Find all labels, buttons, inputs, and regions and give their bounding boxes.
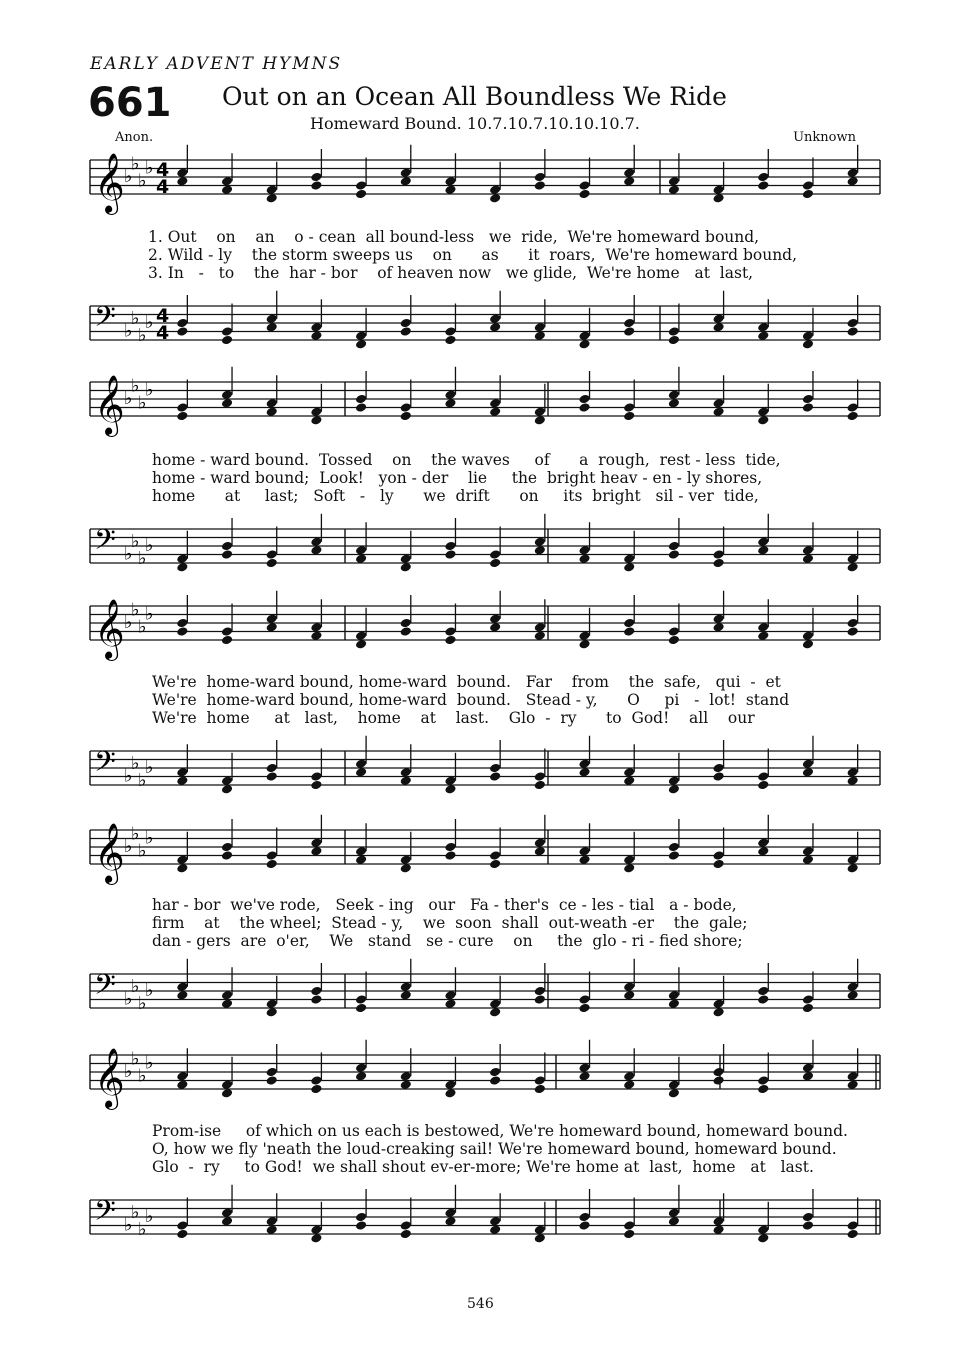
note <box>444 1185 456 1227</box>
flat-icon: ♭ <box>131 752 140 774</box>
flat-icon: ♭ <box>138 769 147 791</box>
note <box>444 604 456 646</box>
flat-icon: ♭ <box>131 307 140 329</box>
flat-icon: ♭ <box>131 823 140 845</box>
note <box>221 819 233 861</box>
flat-icon: ♭ <box>131 153 140 175</box>
music-system-bass <box>0 944 960 1024</box>
lyric-line: 2. Wild - ly the storm sweeps us on as it roars, We're homeward bound, <box>148 246 798 264</box>
music-system-bass <box>0 1170 960 1250</box>
flat-icon: ♭ <box>145 312 154 333</box>
bass-clef-icon: 𝄢 <box>94 1194 116 1235</box>
bass-clef-icon: 𝄢 <box>94 300 116 341</box>
note <box>712 740 724 782</box>
note <box>578 1040 590 1082</box>
note <box>355 1040 367 1082</box>
flat-icon: ♭ <box>124 765 133 787</box>
flat-icon: ♭ <box>138 170 147 192</box>
flat-icon: ♭ <box>131 530 140 552</box>
note <box>623 1198 635 1240</box>
section-title: EARLY ADVENT HYMNS <box>90 54 343 74</box>
note <box>400 145 412 187</box>
note <box>668 518 680 560</box>
flat-icon: ♭ <box>145 980 154 1001</box>
note <box>221 518 233 560</box>
note <box>534 815 546 857</box>
note <box>802 371 814 413</box>
flat-icon: ♭ <box>145 157 154 179</box>
note <box>668 819 680 861</box>
note <box>310 149 322 191</box>
note <box>310 749 322 791</box>
note <box>266 1044 278 1086</box>
note <box>757 149 769 191</box>
note <box>489 591 501 633</box>
lyric-line: home - ward bound. Tossed on the waves of a rough, rest - less tide, <box>152 451 781 469</box>
note <box>355 158 367 200</box>
note <box>176 959 188 1001</box>
bass-clef-icon: 𝄢 <box>94 968 116 1009</box>
note <box>489 740 501 782</box>
note <box>221 367 233 409</box>
note <box>176 295 188 337</box>
bass-clef-icon: 𝄢 <box>94 745 116 786</box>
bass-clef-icon: 𝄢 <box>94 523 116 564</box>
flat-icon: ♭ <box>145 1206 154 1227</box>
note <box>757 514 769 556</box>
flat-icon: ♭ <box>124 320 133 342</box>
treble-clef-icon: 𝄞 <box>94 153 125 213</box>
note <box>668 304 680 346</box>
note <box>846 380 858 422</box>
flat-icon: ♭ <box>145 1052 154 1074</box>
note <box>266 740 278 782</box>
note <box>489 828 501 870</box>
note <box>489 1044 501 1086</box>
flat-icon: ♭ <box>138 392 147 414</box>
time-signature: 4 <box>156 322 170 344</box>
note <box>757 963 769 1005</box>
note <box>266 291 278 333</box>
lyric-line: 3. In - to the har - bor of heaven now we glide, We're home at last, <box>148 264 754 282</box>
author: Anon. <box>115 130 154 145</box>
flat-icon: ♭ <box>138 324 147 346</box>
note <box>534 749 546 791</box>
flat-icon: ♭ <box>124 988 133 1010</box>
lyric-line: 1. Out on an o - cean all bound-less we ride, We're homeward bound, <box>148 228 760 246</box>
note <box>846 595 858 637</box>
note <box>578 1189 590 1231</box>
note <box>846 295 858 337</box>
lyric-line: O, how we fly 'neath the loud-creaking sail! We're homeward bound, homeward bound. <box>152 1140 837 1158</box>
lyric-line: dan - gers are o'er, We stand se - cure on the glo - ri - fied shore; <box>152 932 743 950</box>
note <box>668 367 680 409</box>
lyric-line: Glo - ry to God! we shall shout ev-er-more; We're home at last, home at last. <box>152 1158 814 1176</box>
flat-icon: ♭ <box>138 992 147 1014</box>
note <box>534 1053 546 1095</box>
note <box>444 518 456 560</box>
note <box>444 819 456 861</box>
note <box>400 380 412 422</box>
note <box>846 959 858 1001</box>
flat-icon: ♭ <box>124 612 133 633</box>
note <box>221 1185 233 1227</box>
flat-icon: ♭ <box>131 375 140 397</box>
lyric-line: firm at the wheel; Stead - y, we soon shall out-weath -er the gale; <box>152 914 748 932</box>
flat-icon: ♭ <box>145 535 154 556</box>
lyric-line: har - bor we've rode, Seek - ing our Fa - ther's ce - les - tial a - bode, <box>152 896 737 914</box>
note <box>623 959 635 1001</box>
time-signature: 4 <box>156 176 170 198</box>
flat-icon: ♭ <box>131 599 140 621</box>
music-system-bass <box>0 499 960 579</box>
note <box>712 527 724 569</box>
tune-name: Homeward Bound. 10.7.10.7.10.10.10.7. <box>310 114 640 133</box>
note <box>489 291 501 333</box>
note <box>266 828 278 870</box>
note <box>444 304 456 346</box>
note <box>757 749 769 791</box>
note <box>712 591 724 633</box>
flat-icon: ♭ <box>124 388 133 409</box>
note <box>534 149 546 191</box>
music-system-bass <box>0 721 960 801</box>
note <box>266 591 278 633</box>
flat-icon: ♭ <box>124 543 133 565</box>
flat-icon: ♭ <box>138 1218 147 1240</box>
note <box>355 371 367 413</box>
note <box>846 1198 858 1240</box>
flat-icon: ♭ <box>124 166 133 187</box>
note <box>712 291 724 333</box>
note <box>578 972 590 1014</box>
note <box>176 595 188 637</box>
treble-clef-icon: 𝄞 <box>94 1048 125 1108</box>
note <box>802 1040 814 1082</box>
note <box>757 815 769 857</box>
hymn-title: Out on an Ocean All Boundless We Ride <box>222 82 727 111</box>
note <box>310 1053 322 1095</box>
note <box>444 367 456 409</box>
treble-clef-icon: 𝄞 <box>94 599 125 659</box>
note <box>757 1053 769 1095</box>
note <box>266 527 278 569</box>
flat-icon: ♭ <box>145 827 154 849</box>
lyric-line: home - ward bound; Look! yon - der lie the bright heav - en - ly shores, <box>152 469 763 487</box>
note <box>310 815 322 857</box>
note <box>221 304 233 346</box>
note <box>802 972 814 1014</box>
note <box>310 514 322 556</box>
hymn-number: 661 <box>88 80 172 126</box>
note <box>623 295 635 337</box>
note <box>534 514 546 556</box>
flat-icon: ♭ <box>138 547 147 569</box>
note <box>578 736 590 778</box>
note <box>623 145 635 187</box>
note <box>489 527 501 569</box>
note <box>176 1198 188 1240</box>
flat-icon: ♭ <box>138 840 147 862</box>
note <box>668 1185 680 1227</box>
note <box>400 595 412 637</box>
flat-icon: ♭ <box>124 1214 133 1236</box>
time-signature: 4 <box>156 159 170 181</box>
treble-clef-icon: 𝄞 <box>94 823 125 883</box>
lyric-line: We're home-ward bound, home-ward bound. Stead - y, O pi - lot! stand <box>152 691 790 709</box>
note <box>176 380 188 422</box>
flat-icon: ♭ <box>124 836 133 857</box>
flat-icon: ♭ <box>131 975 140 997</box>
note <box>712 828 724 870</box>
note <box>355 972 367 1014</box>
note <box>400 959 412 1001</box>
note <box>310 963 322 1005</box>
note <box>623 380 635 422</box>
note <box>623 595 635 637</box>
note <box>221 604 233 646</box>
note <box>176 145 188 187</box>
page-number: 546 <box>467 1296 494 1312</box>
note <box>712 1044 724 1086</box>
note <box>802 1189 814 1231</box>
composer: Unknown <box>793 130 856 145</box>
lyric-line: We're home-ward bound, home-ward bound. Far from the safe, qui - et <box>152 673 781 691</box>
flat-icon: ♭ <box>138 1065 147 1087</box>
lyric-line: Prom-ise of which on us each is bestowed, We're homeward bound, homeward bound. <box>152 1122 848 1140</box>
note <box>802 158 814 200</box>
note <box>802 736 814 778</box>
note <box>355 736 367 778</box>
time-signature: 4 <box>156 305 170 327</box>
note <box>534 963 546 1005</box>
flat-icon: ♭ <box>124 1061 133 1082</box>
note <box>578 158 590 200</box>
lyric-line: home at last; Soft - ly we drift on its bright sil - ver tide, <box>152 487 759 505</box>
flat-icon: ♭ <box>138 616 147 638</box>
flat-icon: ♭ <box>145 757 154 778</box>
note <box>400 295 412 337</box>
flat-icon: ♭ <box>145 603 154 625</box>
flat-icon: ♭ <box>131 1201 140 1223</box>
flat-icon: ♭ <box>131 1048 140 1070</box>
note <box>400 1198 412 1240</box>
note <box>668 604 680 646</box>
music-system-bass <box>0 276 960 356</box>
lyric-line: We're home at last, home at last. Glo - ry to God! all our <box>152 709 755 727</box>
note <box>355 1189 367 1231</box>
flat-icon: ♭ <box>145 379 154 401</box>
note <box>578 371 590 413</box>
treble-clef-icon: 𝄞 <box>94 375 125 435</box>
note <box>846 145 858 187</box>
